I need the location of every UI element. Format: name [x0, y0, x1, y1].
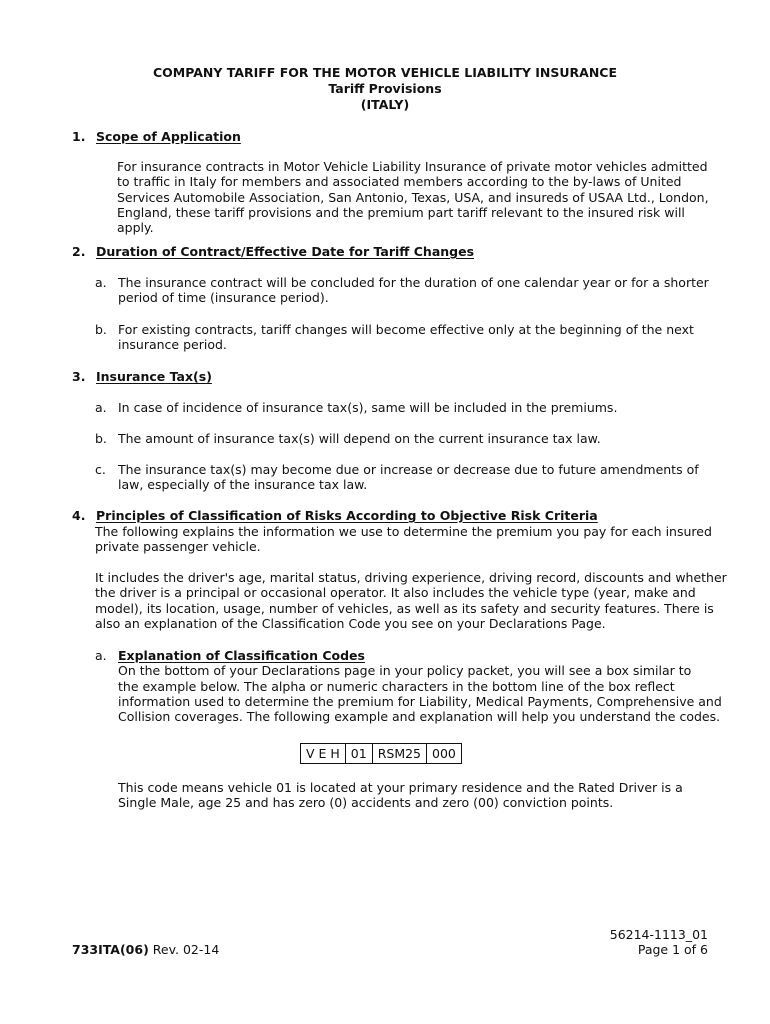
document-subtitle: Tariff Provisions: [328, 81, 442, 96]
code-cell-points: 000: [432, 746, 456, 761]
text-line: period of time (insurance period).: [118, 290, 329, 306]
section-title: Duration of Contract/Effective Date for Tariff Changes: [96, 244, 475, 259]
text-line: model), its location, usage, number of vehicles, as well as its safety and security features. There is: [95, 600, 714, 616]
footer-doc-number: 56214-1113_01: [609, 927, 708, 942]
text-line: Single Male, age 25 and has zero (0) accidents and zero (00) conviction points.: [118, 795, 614, 811]
item-label: c.: [95, 462, 106, 477]
text-line: the driver is a principal or occasional operator. It also includes the vehicle type (year, make and: [95, 585, 696, 601]
text-line: For existing contracts, tariff changes will become effective only at the beginning of the next: [118, 322, 694, 337]
document-region: (ITALY): [360, 97, 410, 112]
text-line: private passenger vehicle.: [95, 539, 261, 555]
text-line: In case of incidence of insurance tax(s), same will be included in the premiums.: [118, 400, 618, 415]
section-title: Insurance Tax(s): [96, 369, 212, 384]
section-number: 1.: [72, 129, 86, 144]
section-4-paragraph: [95, 570, 727, 631]
text-line: law, especially of the insurance tax law.: [118, 477, 368, 493]
text-line: Services Automobile Association, San Antonio, Texas, USA, and insureds of USAA Ltd., London,: [117, 189, 709, 205]
text-line: apply.: [117, 220, 154, 236]
section-number: 2.: [72, 244, 86, 259]
section-number: 4.: [72, 508, 86, 523]
code-cell-rating: RSM25: [373, 744, 427, 763]
section-1-body: [117, 159, 709, 235]
text-line: It includes the driver's age, marital status, driving experience, driving record, discounts and whether: [95, 570, 727, 585]
text-line: The following explains the information we use to determine the premium you pay for each insured: [95, 524, 712, 539]
item-label: b.: [95, 431, 107, 446]
section-title: Principles of Classification of Risks According to Objective Risk Criteria: [96, 508, 598, 523]
code-cell-vehicle: V E H: [301, 744, 346, 763]
text-line: insurance period.: [118, 337, 227, 353]
item-label: a.: [95, 400, 107, 415]
document-title: COMPANY TARIFF FOR THE MOTOR VEHICLE LIABILITY INSURANCE: [152, 65, 618, 80]
text-line: For insurance contracts in Motor Vehicle Liability Insurance of private motor vehicles admitted: [117, 159, 708, 174]
text-line: Collision coverages. The following example and explanation will help you understand the codes.: [118, 709, 721, 725]
item-label: b.: [95, 322, 107, 337]
form-id: 733ITA(06): [72, 942, 149, 957]
section-4-intro: [95, 524, 712, 555]
footer-page-number: Page 1 of 6: [637, 942, 708, 957]
revision: Rev. 02-14: [152, 942, 220, 957]
section-number: 3.: [72, 369, 86, 384]
code-explanation: [118, 780, 683, 811]
text-line: This code means vehicle 01 is located at your primary residence and the Rated Driver is a: [118, 780, 683, 795]
classification-code-box: [300, 743, 462, 764]
section-title: Scope of Application: [96, 129, 241, 144]
text-line: information used to determine the premium for Liability, Medical Payments, Comprehensive and: [118, 693, 722, 709]
text-line: On the bottom of your Declarations page in your policy packet, you will see a box similar to: [118, 663, 692, 679]
text-line: The insurance contract will be concluded for the duration of one calendar year or for a shorter: [118, 275, 709, 290]
text-line: also an explanation of the Classification Code you see on your Declarations Page.: [95, 615, 606, 631]
text-line: The amount of insurance tax(s) will depend on the current insurance tax law.: [118, 431, 601, 446]
text-line: England, these tariff provisions and the premium part tariff relevant to the insured risk will: [117, 204, 685, 220]
footer-form-id: [72, 942, 219, 957]
item-label: a.: [95, 275, 107, 290]
text-line: the example below. The alpha or numeric characters in the bottom line of the box reflect: [118, 678, 675, 694]
text-line: The insurance tax(s) may become due or increase or decrease due to future amendments of: [118, 462, 699, 477]
item-label: a.: [95, 648, 107, 663]
code-cell-vehicle-number: 01: [346, 744, 373, 763]
text-line: to traffic in Italy for members and associated members according to the by-laws of United: [117, 174, 682, 190]
item-heading: Explanation of Classification Codes: [118, 648, 365, 663]
